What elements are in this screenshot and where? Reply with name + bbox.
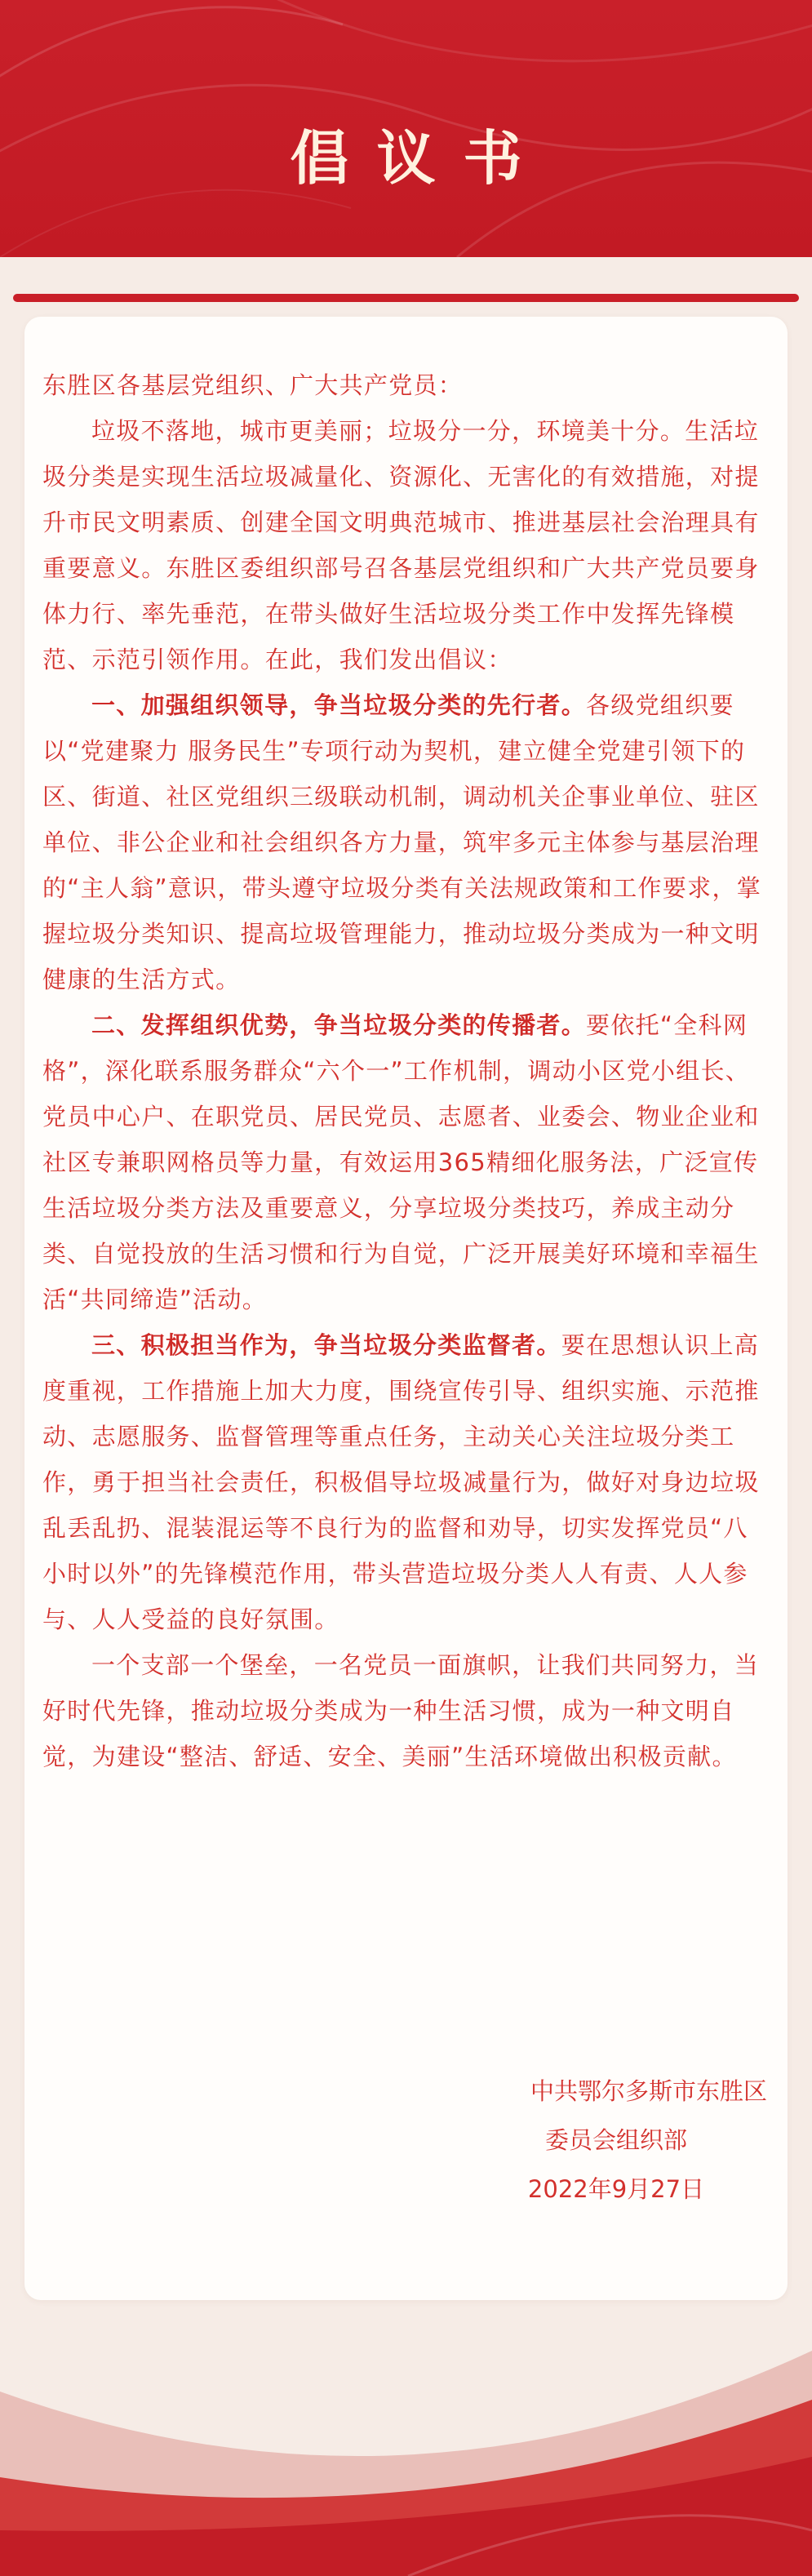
section-3-heading: 三、积极担当作为，争当垃圾分类监督者。 xyxy=(91,1331,561,1359)
section-1-body: 各级党组织要以“党建聚力 服务民生”专项行动为契机，建立健全党建引领下的区、街道、社区党组织三级联动机制，调动机关企事业单位、驻区单位、非公企业和社会组织各方力量，筑牢多元主体参与基层治理的“主人翁”意识，带头遵守垃圾分类有关法规政策和工作要求，掌握垃圾分类知识、提高垃圾管理能力，推动垃圾分类成为一种文明健康的生活方式。 xyxy=(42,691,762,993)
section-1-heading: 一、加强组织领导，争当垃圾分类的先行者。 xyxy=(91,691,587,719)
section-1-paragraph xyxy=(42,682,770,1002)
section-2-paragraph xyxy=(42,1002,770,1322)
signature-org-line1: 中共鄂尔多斯市东胜区 xyxy=(530,2077,767,2105)
signature-block xyxy=(465,2067,767,2214)
salutation: 东胜区各基层党组织、广大共产党员： xyxy=(42,371,464,399)
footer-wave-decoration xyxy=(0,2334,812,2576)
section-3-body: 要在思想认识上高度重视，工作措施上加大力度，围绕宣传引导、组织实施、示范推动、志愿服务、监督管理等重点任务，主动关心关注垃圾分类工作，勇于担当社会责任，积极倡导垃圾减量行为，做好对身边垃圾乱丢乱扔、混装混运等不良行为的监督和劝导，切实发挥党员“八小时以外”的先锋模范作用，带头营造垃圾分类人人有责、人人参与、人人受益的良好氛围。 xyxy=(42,1331,760,1633)
letter-body xyxy=(42,362,770,1779)
signature-org-line2: 委员会组织部 xyxy=(544,2126,687,2154)
intro-paragraph: 垃圾不落地，城市更美丽；垃圾分一分，环境美十分。生活垃圾分类是实现生活垃圾减量化、资源化、无害化的有效措施，对提升市民文明素质、创建全国文明典范城市、推进基层社会治理具有重要意义。东胜区委组织部号召各基层党组织和广大共产党员要身体力行、率先垂范，在带头做好生活垃圾分类工作中发挥先锋模范、示范引领作用。在此，我们发出倡议： xyxy=(42,417,760,673)
header-banner xyxy=(0,0,812,257)
section-2-body: 要依托“全科网格”，深化联系服务群众“六个一”工作机制，调动小区党小组长、党员中心户、在职党员、居民党员、志愿者、业委会、物业企业和社区专兼职网格员等力量，有效运用365精细化服务法，广泛宣传生活垃圾分类方法及重要意义，分享垃圾分类技巧，养成主动分类、自觉投放的生活习惯和行为自觉，广泛开展美好环境和幸福生活“共同缔造”活动。 xyxy=(42,1011,760,1313)
signature-date: 2022年9月27日 xyxy=(527,2175,705,2203)
document-title: 倡议书 xyxy=(290,124,550,193)
section-3-paragraph xyxy=(42,1322,770,1642)
closing-paragraph: 一个支部一个堡垒，一名党员一面旗帜，让我们共同努力，当好时代先锋，推动垃圾分类成为一种生活习惯，成为一种文明自觉，为建设“整洁、舒适、安全、美丽”生活环境做出积极贡献。 xyxy=(42,1651,760,1770)
header-divider-rule xyxy=(13,294,799,302)
section-2-heading: 二、发挥组织优势，争当垃圾分类的传播者。 xyxy=(91,1011,587,1039)
footer-wave-svg xyxy=(0,2334,812,2576)
